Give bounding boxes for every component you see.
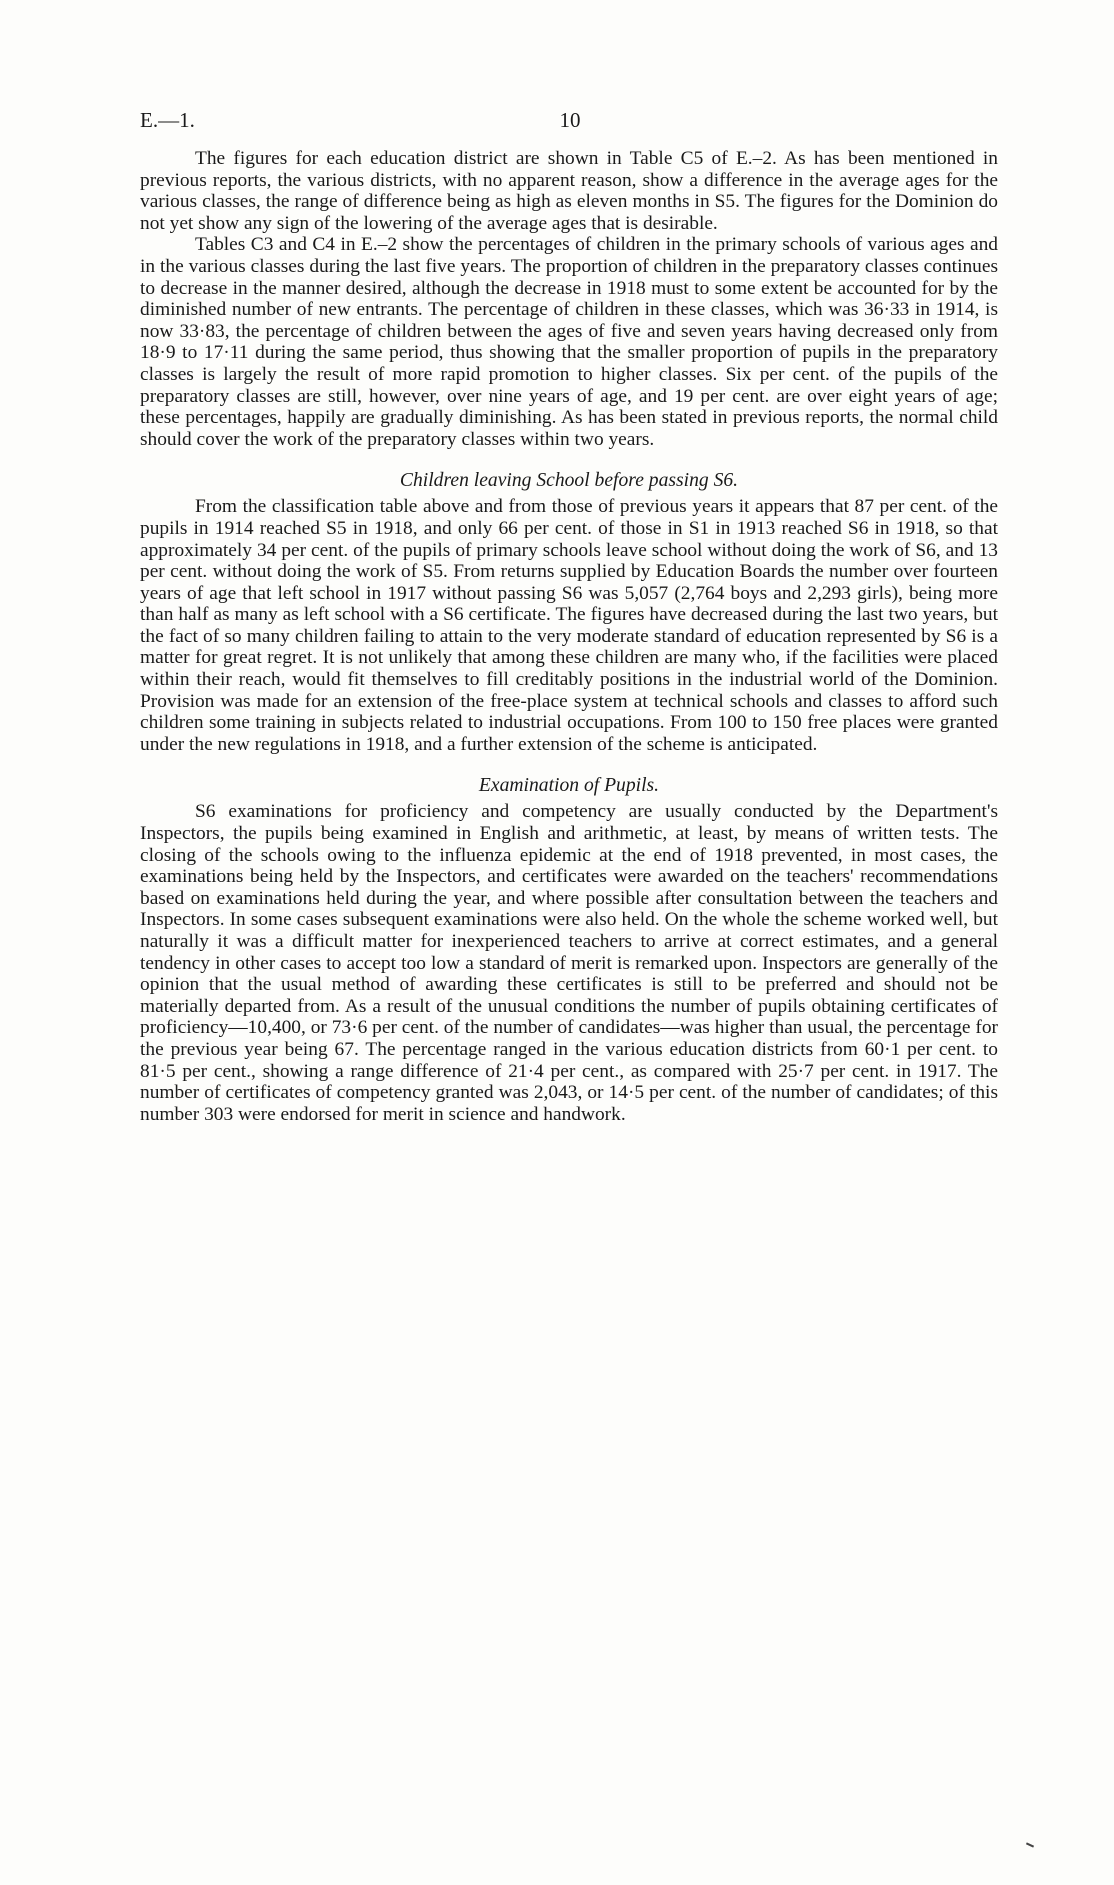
section-heading: Children leaving School before passing S6. bbox=[399, 470, 739, 492]
page-header bbox=[140, 108, 1000, 138]
document-body bbox=[140, 148, 998, 1125]
paragraph: S6 examinations for proficiency and competency are usually conducted by the Department's Inspectors, the pupils being examined in English and arithmetic, at least, by means of written tests. The closing of the schools owing to the influenza epidemic at the end of 1918 prevented, in most cases, the examinations being held by the Inspectors, and certificates were awarded on the teachers' recommendations based on examinations held during the year, and where possible after consultation between the teachers and Inspectors. In some cases subsequent examinations were also held. On the whole the scheme worked well, but naturally it was a difficult matter for inexperienced teachers to arrive at correct estimates, and a general tendency in other cases to accept too low a standard of merit is remarked upon. Inspectors are generally of the opinion that the usual method of awarding these certificates is still to be preferred and should not be materially departed from. As a result of the unusual conditions the number of pupils obtaining certificates of proficiency—10,400, or 73·6 per cent. of the number of candidates—was higher than usual, the percentage for the previous year being 67. The percentage ranged in the various education districts from 60·1 per cent. to 81·5 per cent., showing a range difference of 21·4 per cent., as compared with 25·7 per cent. in 1917. The number of certificates of competency granted was 2,043, or 14·5 per cent. of the number of candidates; of this number 303 were endorsed for merit in science and handwork. bbox=[140, 801, 998, 1125]
paragraph: From the classification table above and from those of previous years it appears that 87 per cent. of the pupils in 1914 reached S5 in 1918, and only 66 per cent. of those in S1 in 1913 reached S6 in 1918, so that approximately 34 per cent. of the pupils of primary schools leave school without doing the work of S6, and 13 per cent. without doing the work of S5. From returns supplied by Education Boards the number over fourteen years of age that left school in 1917 without passing S6 was 5,057 (2,764 boys and 2,293 girls), being more than half as many as left school with a S6 certificate. The figures have decreased during the last two years, but the fact of so many children failing to attain to the very moderate standard of education represented by S6 is a matter for great regret. It is not unlikely that among these children are many who, if the facilities were placed within their reach, would fit themselves to fill creditably positions in the industrial world of the Dominion. Provision was made for an extension of the free-place system at technical schools and classes to afford such children some training in subjects related to industrial occupations. From 100 to 150 free places were granted under the new regulations in 1918, and a further extension of the scheme is anticipated. bbox=[140, 496, 998, 755]
paragraph: The figures for each education district are shown in Table C5 of E.–2. As has been mentioned in previous reports, the various districts, with no apparent reason, show a difference in the average ages for the various classes, the range of difference being as high as eleven months in S5. The figures for the Dominion do not yet show any sign of the lowering of the average ages that is desirable. bbox=[140, 148, 998, 234]
stray-mark bbox=[1026, 1842, 1034, 1847]
page-number: 10 bbox=[559, 108, 581, 132]
section-heading: Examination of Pupils. bbox=[478, 775, 660, 797]
report-reference: E.—1. bbox=[140, 108, 195, 132]
section-average-ages bbox=[140, 148, 998, 450]
paragraph: Tables C3 and C4 in E.–2 show the percentages of children in the primary schools of various ages and in the various classes during the last five years. The proportion of children in the preparatory classes continues to decrease in the manner desired, although the decrease in 1918 must to some extent be accounted for by the diminished number of new entrants. The percentage of children in these classes, which was 36·33 in 1914, is now 33·83, the percentage of children between the ages of five and seven years having decreased only from 18·9 to 17·11 during the same period, thus showing that the smaller proportion of pupils in the preparatory classes is largely the result of more rapid promotion to higher classes. Six per cent. of the pupils of the preparatory classes are still, however, over nine years of age, and 19 per cent. are over eight years of age; these percentages, happily are gradually diminishing. As has been stated in previous reports, the normal child should cover the work of the preparatory classes within two years. bbox=[140, 234, 998, 450]
section-examination-of-pupils bbox=[140, 775, 998, 1125]
section-children-leaving-school bbox=[140, 470, 998, 755]
